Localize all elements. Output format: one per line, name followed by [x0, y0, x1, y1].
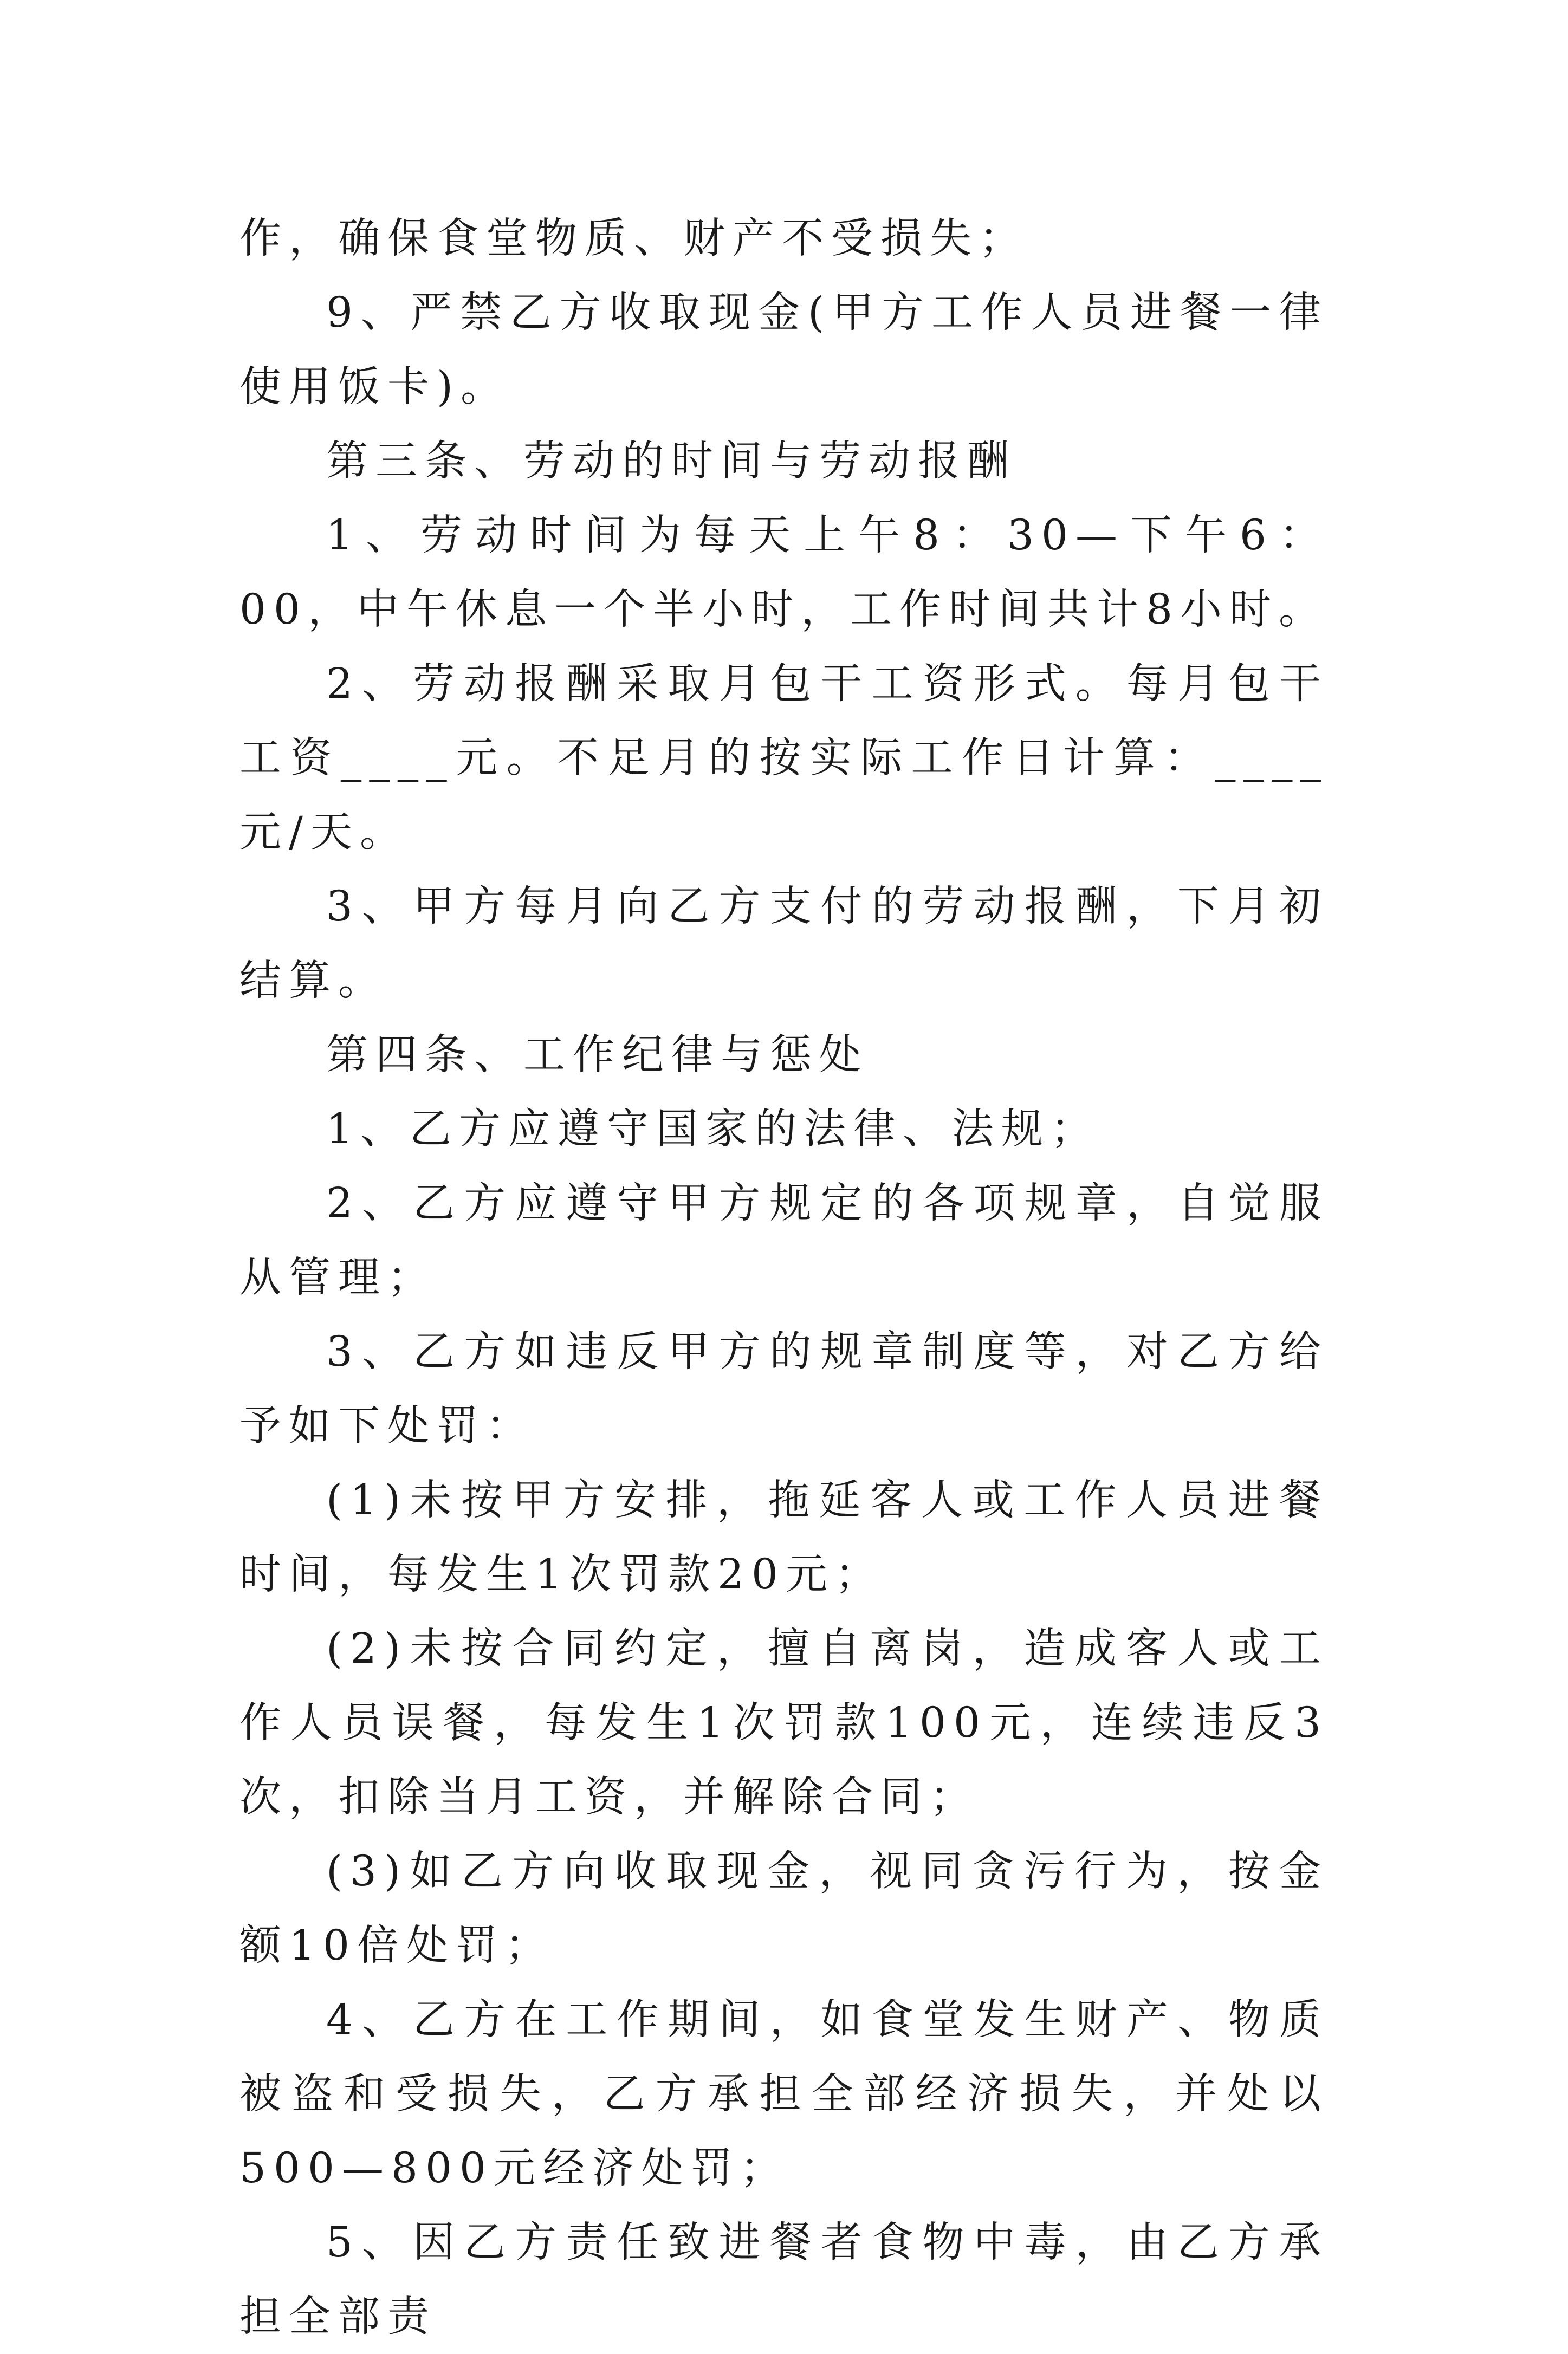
paragraph-discipline-4: 4、乙方在工作期间，如食堂发生财产、物质被盗和受损失，乙方承担全部经济损失，并处以500—800元经济处罚；	[239, 1996, 1329, 2193]
paragraph-discipline-3: 3、乙方如违反甲方的规章制度等，对乙方给予如下处罚：	[239, 1328, 1329, 1450]
paragraph-penalty-2: (2)未按合同约定，擅自离岗，造成客人或工作人员误餐，每发生1次罚款100元，连续违反3次，扣除当月工资，并解除合同；	[239, 1625, 1329, 1821]
section-heading-article-3: 第三条、劳动的时间与劳动报酬	[326, 437, 1016, 485]
paragraph-penalty-3: (3)如乙方向收取现金，视同贪污行为，按金额10倍处罚；	[239, 1847, 1329, 1970]
paragraph-continuation: 作，确保食堂物质、财产不受损失；	[239, 215, 1028, 263]
paragraph-salary: 2、劳动报酬采取月包干工资形式。每月包干工资____元。不足月的按实际工作日计算：____元/天。	[239, 660, 1329, 857]
paragraph-settlement: 3、甲方每月向乙方支付的劳动报酬，下月初结算。	[239, 883, 1329, 1005]
section-heading-article-4: 第四条、工作纪律与惩处	[326, 1031, 869, 1079]
paragraph-discipline-5: 5、因乙方责任致进餐者食物中毒，由乙方承担全部责	[239, 2219, 1329, 2341]
paragraph-clause-9: 9、严禁乙方收取现金(甲方工作人员进餐一律使用饭卡)。	[239, 289, 1329, 411]
paragraph-discipline-2: 2、乙方应遵守甲方规定的各项规章，自觉服从管理；	[239, 1179, 1329, 1302]
paragraph-working-hours: 1、劳动时间为每天上午8：30—下午6：00，中午休息一个半小时，工作时间共计8小时。	[239, 511, 1329, 634]
document-body	[239, 202, 1329, 2354]
paragraph-discipline-1: 1、乙方应遵守国家的法律、法规；	[326, 1105, 1100, 1153]
paragraph-penalty-1: (1)未按甲方安排，拖延客人或工作人员进餐时间，每发生1次罚款20元；	[239, 1476, 1329, 1599]
